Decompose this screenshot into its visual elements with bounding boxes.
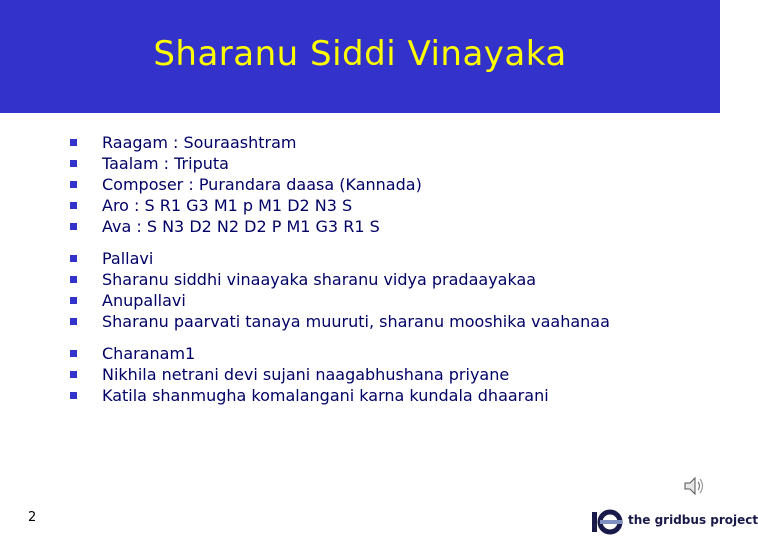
item-text: Sharanu paarvati tanaya muuruti, sharanu mooshika vaahanaa [102,312,610,331]
list-item [70,153,610,174]
list-item [70,248,610,269]
bullet-square-icon [70,160,77,167]
bullet-square-icon [70,139,77,146]
item-text: Taalam : Triputa [102,154,229,173]
bullet-square-icon [70,318,77,325]
item-text: Charanam1 [102,344,196,363]
list-item [70,216,610,237]
item-text: Sharanu siddhi vinaayaka sharanu vidya pradaayakaa [102,270,537,289]
bullet-square-icon [70,181,77,188]
gridbus-logo [586,506,758,538]
item-text: Katila shanmugha komalangani karna kundala dhaarani [102,386,549,405]
item-text: Ava : S N3 D2 N2 D2 P M1 G3 R1 S [102,217,380,236]
bullet-square-icon [70,223,77,230]
bullet-group-info [70,132,610,237]
slide-title: Sharanu Siddi Vinayaka [153,34,567,74]
list-item [70,343,610,364]
item-text: Pallavi [102,249,154,268]
bullet-group-charanam [70,343,610,406]
list-item [70,269,610,290]
item-text: Anupallavi [102,291,186,310]
bullet-square-icon [70,276,77,283]
item-text: Aro : S R1 G3 M1 p M1 D2 N3 S [102,196,353,215]
bullet-square-icon [70,350,77,357]
list-item [70,290,610,311]
bullet-square-icon [70,255,77,262]
bullet-square-icon [70,371,77,378]
list-item [70,385,610,406]
item-text: Composer : Purandara daasa (Kannada) [102,175,422,194]
bullet-group-pallavi [70,248,610,332]
list-item [70,311,610,332]
list-item [70,364,610,385]
bullet-square-icon [70,297,77,304]
list-item [70,132,610,153]
item-text: Raagam : Souraashtram [102,133,297,152]
bullet-square-icon [70,392,77,399]
list-item [70,174,610,195]
list-item [70,195,610,216]
bullet-list [70,132,610,417]
logo-text: the gridbus project [628,513,758,527]
speaker-icon[interactable] [682,474,706,498]
title-bar [0,0,720,113]
item-text: Nikhila netrani devi sujani naagabhushana priyane [102,365,510,384]
page-number: 2 [28,510,37,525]
gridbus-logo-icon [586,506,626,538]
bullet-square-icon [70,202,77,209]
